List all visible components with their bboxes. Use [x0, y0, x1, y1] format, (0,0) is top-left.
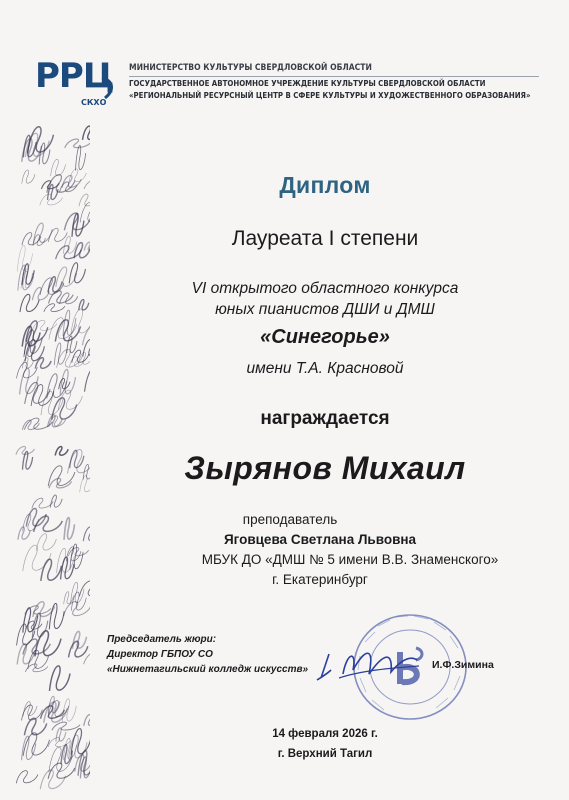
- ornament-stroke: [72, 631, 86, 648]
- winner-name: Зырянов Михаил: [184, 450, 466, 486]
- ornament-stroke: [49, 478, 72, 488]
- ornament-stroke: [79, 581, 90, 597]
- ornament-stroke: [32, 287, 49, 300]
- rrc-logo: [35, 58, 125, 113]
- ornament-stroke: [34, 516, 63, 532]
- ornament-stroke: [20, 294, 39, 312]
- ornament-stroke: [83, 527, 90, 541]
- ornament-stroke: [80, 475, 90, 492]
- ornament-stroke: [33, 223, 52, 243]
- ornament-stroke: [54, 343, 67, 365]
- signer-name: И.Ф.Зимина: [432, 659, 494, 671]
- teacher-city: г. Екатеринбург: [272, 572, 368, 587]
- contest-line-1: VI открытого областного конкурса: [191, 280, 459, 297]
- logo-letters: РРЦ: [35, 56, 114, 96]
- ornament-stroke: [36, 534, 56, 551]
- teacher-school: МБУК ДО «ДМШ № 5 имени В.В. Знаменского»: [201, 552, 499, 567]
- ornament-stroke: [32, 613, 47, 638]
- logo-swoosh-icon: [99, 76, 117, 100]
- ornament-stroke: [49, 603, 64, 629]
- ornament-stroke: [50, 495, 62, 507]
- laureate-degree: Лауреата I степени: [231, 227, 419, 250]
- ornament-stroke: [22, 170, 35, 184]
- ornament-stroke: [82, 126, 90, 140]
- diploma-title: Диплом: [279, 172, 371, 198]
- contest-description: [90, 278, 560, 320]
- jury-organization: «Нижнетагильский колледж искусств»: [107, 664, 309, 675]
- ornament-stroke: [83, 339, 90, 356]
- institution-line-1: ГОСУДАРСТВЕННОЕ АВТОНОМНОЕ УЧРЕЖДЕНИЕ КУЛЬТУРЫ СВЕРДЛОВСКОЙ ОБЛАСТИ: [129, 79, 486, 88]
- footer: [90, 724, 560, 764]
- header-text: [129, 62, 559, 102]
- contest-name: «Синегорье»: [260, 326, 390, 348]
- jury-chair-label: Председатель жюри:: [107, 634, 217, 645]
- ornament-stroke: [56, 267, 77, 287]
- ornament-stroke: [16, 771, 38, 784]
- ornament-stroke: [51, 159, 66, 176]
- header: [35, 52, 555, 112]
- institution-line-2: «РЕГИОНАЛЬНЫЙ РЕСУРСНЫЙ ЦЕНТР В СФЕРЕ КУЛЬТУРЫ И ХУДОЖЕСТВЕННОГО ОБРАЗОВАНИЯ»: [129, 91, 531, 100]
- logo-subtitle: СКХО: [81, 98, 107, 107]
- ornament-stroke: [64, 518, 74, 540]
- ornament-stroke: [79, 299, 89, 310]
- ornament-stroke: [22, 736, 36, 760]
- contest-named-after: имени Т.А. Красновой: [246, 360, 404, 377]
- ornament-stroke: [69, 263, 85, 284]
- jury-position: Директор ГБПОУ СО: [107, 649, 213, 660]
- ornament-stroke: [79, 194, 90, 206]
- ornament-stroke: [41, 559, 62, 581]
- ornament-stroke: [47, 175, 75, 193]
- issue-date: 14 февраля 2026 г.: [272, 728, 378, 740]
- ornament-stroke: [52, 722, 80, 730]
- teacher-role: преподаватель: [242, 512, 338, 527]
- ornament-stroke: [60, 369, 75, 394]
- ornament-stroke: [71, 592, 86, 611]
- ornament-stroke: [65, 139, 90, 148]
- handwritten-signature: [313, 640, 423, 688]
- ornament-stroke: [71, 729, 90, 755]
- header-divider: [129, 76, 539, 77]
- ornament-stroke: [16, 362, 37, 378]
- ornament-stroke: [49, 291, 74, 304]
- ornament-stroke: [49, 666, 70, 691]
- ornament-stroke: [47, 374, 67, 398]
- ministry-name: МИНИСТЕРСТВО КУЛЬТУРЫ СВЕРДЛОВСКОЙ ОБЛАСТИ: [129, 63, 372, 73]
- teacher-name: Яговцева Светлана Львовна: [223, 532, 417, 547]
- ornament-stroke: [40, 770, 65, 789]
- calligraphy-ornament: [12, 120, 90, 790]
- ornament-stroke: [18, 527, 30, 540]
- contest-line-2: юных пианистов ДШИ и ДМШ: [215, 301, 435, 318]
- jury-block: [107, 632, 308, 677]
- ornament-stroke: [55, 447, 68, 456]
- issue-place: г. Верхний Тагил: [277, 748, 373, 760]
- ornament-stroke: [44, 304, 65, 312]
- awarded-label: награждается: [260, 408, 390, 429]
- ornament-stroke: [48, 228, 67, 242]
- ornament-stroke: [23, 514, 39, 531]
- ornament-stroke: [75, 145, 85, 170]
